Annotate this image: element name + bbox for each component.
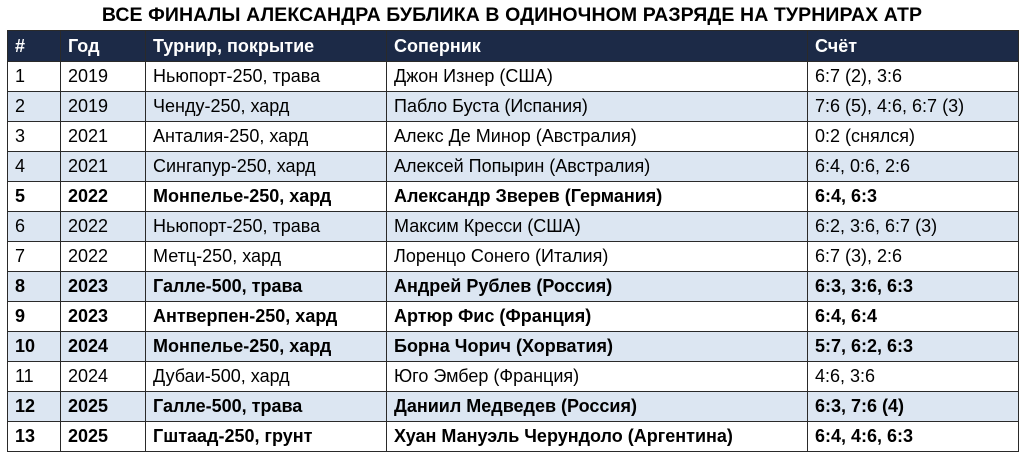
cell-opponent: Борна Чорич (Хорватия) <box>387 332 808 362</box>
cell-tournament: Галле-500, трава <box>146 392 387 422</box>
cell-score: 6:4, 0:6, 2:6 <box>808 152 1019 182</box>
cell-score: 7:6 (5), 4:6, 6:7 (3) <box>808 92 1019 122</box>
cell-year: 2022 <box>61 182 146 212</box>
column-header-number: # <box>8 31 61 62</box>
cell-tournament: Монпелье-250, хард <box>146 182 387 212</box>
table-row <box>8 212 1019 242</box>
table-header-row <box>8 31 1019 62</box>
table-row <box>8 182 1019 212</box>
cell-year: 2021 <box>61 152 146 182</box>
cell-score: 6:4, 6:4 <box>808 302 1019 332</box>
cell-number: 12 <box>8 392 61 422</box>
cell-score: 5:7, 6:2, 6:3 <box>808 332 1019 362</box>
column-header-opponent: Соперник <box>387 31 808 62</box>
cell-number: 8 <box>8 272 61 302</box>
cell-tournament: Сингапур-250, хард <box>146 152 387 182</box>
cell-score: 6:7 (2), 3:6 <box>808 62 1019 92</box>
cell-opponent: Пабло Буста (Испания) <box>387 92 808 122</box>
cell-number: 2 <box>8 92 61 122</box>
cell-year: 2025 <box>61 392 146 422</box>
table-row <box>8 92 1019 122</box>
table-row <box>8 362 1019 392</box>
table-row <box>8 392 1019 422</box>
cell-tournament: Монпелье-250, хард <box>146 332 387 362</box>
column-header-score: Счёт <box>808 31 1019 62</box>
column-header-tournament: Турнир, покрытие <box>146 31 387 62</box>
cell-year: 2019 <box>61 92 146 122</box>
cell-year: 2024 <box>61 362 146 392</box>
cell-year: 2024 <box>61 332 146 362</box>
cell-opponent: Артюр Фис (Франция) <box>387 302 808 332</box>
cell-score: 6:3, 7:6 (4) <box>808 392 1019 422</box>
cell-number: 6 <box>8 212 61 242</box>
cell-tournament: Дубаи-500, хард <box>146 362 387 392</box>
cell-score: 6:7 (3), 2:6 <box>808 242 1019 272</box>
cell-opponent: Алекс Де Минор (Австралия) <box>387 122 808 152</box>
cell-score: 6:4, 6:3 <box>808 182 1019 212</box>
cell-number: 7 <box>8 242 61 272</box>
cell-tournament: Галле-500, трава <box>146 272 387 302</box>
cell-number: 4 <box>8 152 61 182</box>
table-row <box>8 62 1019 92</box>
table-row <box>8 122 1019 152</box>
cell-opponent: Даниил Медведев (Россия) <box>387 392 808 422</box>
cell-opponent: Хуан Мануэль Черундоло (Аргентина) <box>387 422 808 452</box>
cell-year: 2025 <box>61 422 146 452</box>
cell-year: 2023 <box>61 272 146 302</box>
cell-tournament: Ченду-250, хард <box>146 92 387 122</box>
cell-year: 2023 <box>61 302 146 332</box>
page-title: ВСЕ ФИНАЛЫ АЛЕКСАНДРА БУБЛИКА В ОДИНОЧНОМ РАЗРЯДЕ НА ТУРНИРАХ АТР <box>101 4 923 26</box>
cell-tournament: Гштаад-250, грунт <box>146 422 387 452</box>
cell-opponent: Максим Кресси (США) <box>387 212 808 242</box>
cell-tournament: Ньюпорт-250, трава <box>146 62 387 92</box>
cell-score: 6:2, 3:6, 6:7 (3) <box>808 212 1019 242</box>
cell-number: 10 <box>8 332 61 362</box>
cell-number: 3 <box>8 122 61 152</box>
finals-table <box>7 30 1019 452</box>
cell-opponent: Лоренцо Сонего (Италия) <box>387 242 808 272</box>
cell-score: 4:6, 3:6 <box>808 362 1019 392</box>
table-row <box>8 302 1019 332</box>
cell-tournament: Метц-250, хард <box>146 242 387 272</box>
cell-opponent: Андрей Рублев (Россия) <box>387 272 808 302</box>
cell-year: 2022 <box>61 212 146 242</box>
cell-tournament: Ньюпорт-250, трава <box>146 212 387 242</box>
cell-year: 2021 <box>61 122 146 152</box>
cell-tournament: Анталия-250, хард <box>146 122 387 152</box>
table-row <box>8 272 1019 302</box>
cell-opponent: Джон Изнер (США) <box>387 62 808 92</box>
table-row <box>8 332 1019 362</box>
cell-number: 5 <box>8 182 61 212</box>
cell-number: 13 <box>8 422 61 452</box>
cell-score: 0:2 (снялся) <box>808 122 1019 152</box>
cell-opponent: Алексей Попырин (Австралия) <box>387 152 808 182</box>
cell-year: 2019 <box>61 62 146 92</box>
table-row <box>8 242 1019 272</box>
cell-number: 11 <box>8 362 61 392</box>
cell-opponent: Юго Эмбер (Франция) <box>387 362 808 392</box>
cell-score: 6:4, 4:6, 6:3 <box>808 422 1019 452</box>
cell-score: 6:3, 3:6, 6:3 <box>808 272 1019 302</box>
column-header-year: Год <box>61 31 146 62</box>
cell-tournament: Антверпен-250, хард <box>146 302 387 332</box>
table-row <box>8 422 1019 452</box>
table-body <box>8 62 1019 452</box>
cell-number: 1 <box>8 62 61 92</box>
cell-opponent: Александр Зверев (Германия) <box>387 182 808 212</box>
cell-number: 9 <box>8 302 61 332</box>
cell-year: 2022 <box>61 242 146 272</box>
table-row <box>8 152 1019 182</box>
